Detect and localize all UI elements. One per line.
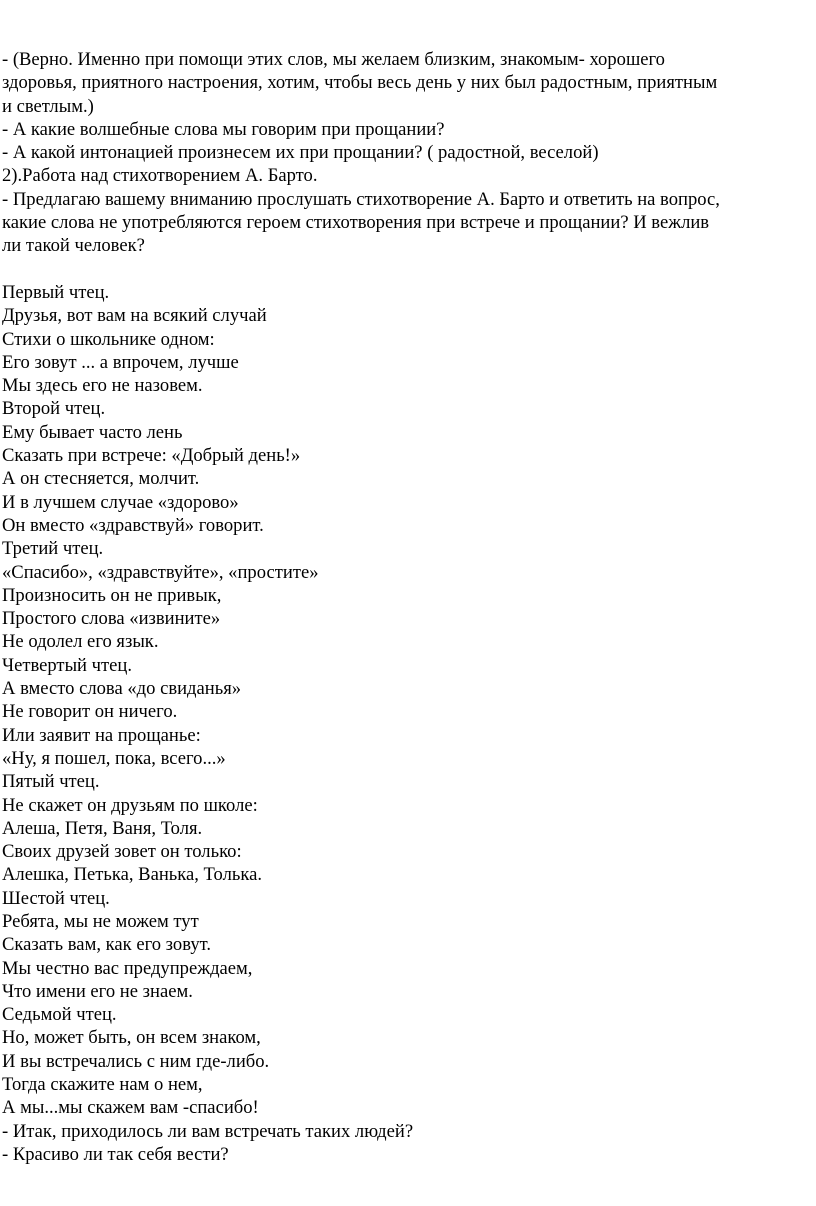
poem-line: «Ну, я пошел, пока, всего...» [2, 747, 226, 769]
poem-line: Произносить он не привык, [2, 584, 222, 606]
poem-line: Мы здесь его не назовем. [2, 375, 203, 397]
poem-line: И в лучшем случае «здорово» [2, 491, 239, 513]
intro-line: здоровья, приятного настроения, хотим, чтобы весь день у них был радостным, приятным [2, 72, 718, 94]
poem-line: Своих друзей зовет он только: [2, 841, 242, 863]
poem-line: Что имени его не знаем. [2, 980, 193, 1002]
poem-line: Алеша, Петя, Ваня, Толя. [2, 817, 203, 839]
poem-line: Ребята, мы не можем тут [2, 910, 199, 932]
question-line: - А какой интонацией произнесем их при прощании? ( радостной, веселой) [2, 142, 599, 164]
poem-line: Алешка, Петька, Ванька, Толька. [2, 864, 262, 886]
reader-label: Третий чтец. [2, 538, 104, 560]
reader-label: Шестой чтец. [2, 887, 110, 909]
paragraph-spacer [2, 258, 814, 281]
poem-line: Не говорит он ничего. [2, 701, 178, 723]
question-line: - А какие волшебные слова мы говорим при прощании? [2, 118, 445, 140]
poem-line: Ему бывает часто лень [2, 421, 183, 443]
poem-line: Мы честно вас предупреждаем, [2, 957, 253, 979]
section-heading: 2).Работа над стихотворением А. Барто. [2, 165, 318, 187]
poem-line: Или заявит на прощанье: [2, 724, 201, 746]
instruction-line: ли такой человек? [2, 235, 145, 257]
poem-line: Не одолел его язык. [2, 631, 159, 653]
instruction-line: какие слова не употребляются героем стихотворения при встрече и прощании? И вежлив [2, 212, 710, 234]
poem-line: А он стесняется, молчит. [2, 468, 200, 490]
poem-line: А мы...мы скажем вам -спасибо! [2, 1097, 259, 1119]
reader-label: Пятый чтец. [2, 771, 100, 793]
poem-line: Сказать при встрече: «Добрый день!» [2, 445, 301, 467]
poem-line: И вы встречались с ним где-либо. [2, 1050, 270, 1072]
question-line: - Итак, приходилось ли вам встречать таких людей? [2, 1120, 414, 1142]
document-body [2, 48, 814, 1166]
instruction-line: - Предлагаю вашему вниманию прослушать стихотворение А. Барто и ответить на вопрос, [2, 188, 720, 210]
poem-line: А вместо слова «до свиданья» [2, 678, 242, 700]
question-line: - Красиво ли так себя вести? [2, 1143, 229, 1165]
poem-line: «Спасибо», «здравствуйте», «простите» [2, 561, 319, 583]
poem-line: Но, может быть, он всем знаком, [2, 1027, 261, 1049]
reader-label: Второй чтец. [2, 398, 106, 420]
poem-line: Его зовут ... а впрочем, лучше [2, 351, 239, 373]
reader-label: Седьмой чтец. [2, 1004, 117, 1026]
poem-line: Простого слова «извините» [2, 608, 221, 630]
poem-line: Он вместо «здравствуй» говорит. [2, 514, 264, 536]
poem-line: Не скажет он друзьям по школе: [2, 794, 258, 816]
poem-line: Друзья, вот вам на всякий случай [2, 305, 267, 327]
intro-line: и светлым.) [2, 95, 94, 117]
poem-line: Тогда скажите нам о нем, [2, 1074, 203, 1096]
intro-line: - (Верно. Именно при помощи этих слов, мы желаем близким, знакомым- хорошего [2, 49, 665, 70]
poem-line: Стихи о школьнике одном: [2, 328, 215, 350]
reader-label: Четвертый чтец. [2, 654, 132, 676]
poem-line: Сказать вам, как его зовут. [2, 934, 212, 956]
reader-label: Первый чтец. [2, 281, 110, 303]
